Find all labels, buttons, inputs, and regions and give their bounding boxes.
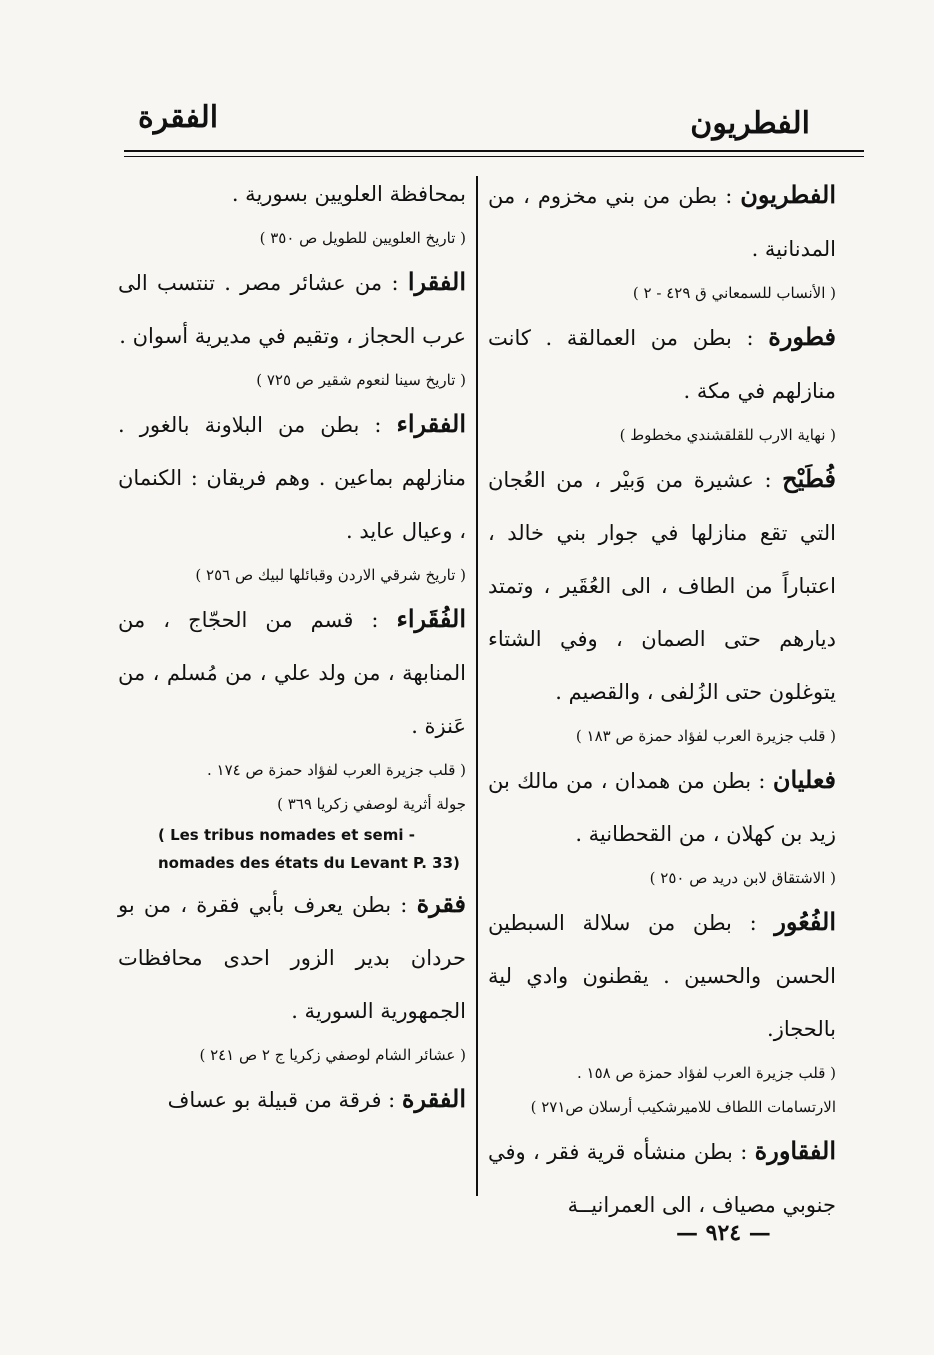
entry-text: : بطن من بني مخزوم ، من المدنانية .	[488, 184, 836, 261]
entry-headword: الفُعُور	[774, 907, 836, 936]
entry-text: : بطن من سلالة السبطين الحسن والحسين . يقطنون وادي لية بالحجاز.	[488, 911, 836, 1041]
entry-headword: الفقراء	[396, 409, 466, 438]
entry-text: : فرقة من قبيلة بو عساف	[167, 1088, 402, 1112]
entry-text: : من عشائر مصر . تنتسب الى عرب الحجاز ، وتقيم في مديرية أسوان .	[118, 271, 466, 348]
source-citation: الارتسامات اللطاف للاميرشكيب أرسلان ص٢٧١ )	[530, 1098, 836, 1116]
source-citation: ( قلب جزيرة العرب لفؤاد حمزة ص ١٥٨ .	[576, 1064, 836, 1082]
entry-text: بمحافظة العلويين بسورية .	[231, 182, 466, 206]
entry-text: : بطن منشأه قرية فقر ، وفي جنوبي مصياف ، الى العمرانيــة	[488, 1140, 836, 1217]
right-column	[488, 168, 836, 1232]
header-rule-thin	[124, 156, 864, 157]
entry-headword: الفطريون	[740, 180, 836, 209]
source-citation: ( قلب جزيرة العرب لفؤاد حمزة ص ١٨٣ )	[575, 727, 836, 745]
source-citation: ( الاشتقاق لابن دريد ص ٢٥٠ )	[649, 869, 836, 887]
entry-text: : قسم من الحجّاج ، من المنابهة ، من ولد علي ، من مُسلم ، من عَنزة .	[118, 608, 466, 738]
left-column	[118, 168, 466, 1127]
source-citation: ( تاريخ سينا لنعوم شقير ص ٧٢٥ )	[256, 371, 466, 389]
entry-text: : بطن من همدان ، من مالك بن زيد بن كهلان ، من القحطانية .	[488, 769, 836, 846]
dictionary-entry	[488, 452, 836, 719]
source-citation: ( الأنساب للسمعاني ق ٤٢٩ - ٢ )	[632, 284, 836, 302]
column-divider	[476, 176, 478, 1196]
running-header-right: الفطريون	[690, 106, 810, 141]
dictionary-entry	[118, 255, 466, 363]
source-citation: ( عشائر الشام لوصفي زكريا ج ٢ ص ٢٤١ )	[199, 1046, 466, 1064]
entry-text: : بطن من البلاونة بالغور . منازلهم بماعين . وهم فريقان : الكنمان ، وعيال عايد .	[118, 413, 466, 543]
source-citation: ( تاريخ شرقي الاردن وقبائلها لبيك ص ٢٥٦ )	[195, 566, 466, 584]
dictionary-entry	[118, 397, 466, 558]
entry-headword: الفُقَراء	[396, 604, 466, 633]
dictionary-entry	[488, 168, 836, 276]
source-citation-latin: ( Les tribus nomades et semi - nomades des états du Levant P. 33)	[158, 826, 460, 872]
dictionary-entry	[118, 168, 466, 221]
entry-text: : بطن من العمالقة . كانت منازلهم في مكة .	[488, 326, 836, 403]
header-rule	[124, 150, 864, 152]
entry-headword: فعليان	[772, 765, 836, 794]
source-citation: جولة أثرية لوصفي زكريا ٣٦٩ )	[277, 795, 466, 813]
source-citation: ( قلب جزيرة العرب لفؤاد حمزة ص ١٧٤ .	[206, 761, 466, 779]
dictionary-entry	[118, 877, 466, 1038]
source-citation: ( نهاية الارب للقلقشندي مخطوط )	[619, 426, 836, 444]
entry-headword: الفقرا	[407, 267, 466, 296]
source-citation: ( تاريخ العلويين للطويل ص ٣٥٠ )	[259, 229, 466, 247]
dictionary-entry	[118, 1072, 466, 1127]
dictionary-entry	[488, 310, 836, 418]
entry-headword: فطورة	[768, 322, 836, 351]
entry-headword: الفقاورة	[754, 1136, 836, 1165]
dictionary-entry	[118, 592, 466, 753]
dictionary-entry	[488, 895, 836, 1056]
page-number: — ٩٢٤ —	[676, 1220, 771, 1246]
entry-text: : عشيرة من وَبيْر ، من العُجان التي تقع منازلها في جوار بني خالد ، اعتباراً من الطاف ، الى العُقَير ، وتمتد ديارهم حتى الصمان ، وفي الشتاء يتوغلون حتى الزُلفى ، والقصيم .	[488, 468, 836, 704]
entry-headword: فقرة	[416, 889, 466, 918]
dictionary-entry	[488, 753, 836, 861]
entry-text: : بطن يعرف بأبي فقرة ، من بو حردان بدير الزور احدى محافظات الجمهورية السورية .	[118, 893, 466, 1023]
entry-headword: الفقرة	[401, 1084, 466, 1113]
entry-headword: فُطَيْح	[782, 464, 836, 493]
dictionary-entry	[488, 1124, 836, 1232]
running-header-left: الفقرة	[138, 100, 219, 135]
